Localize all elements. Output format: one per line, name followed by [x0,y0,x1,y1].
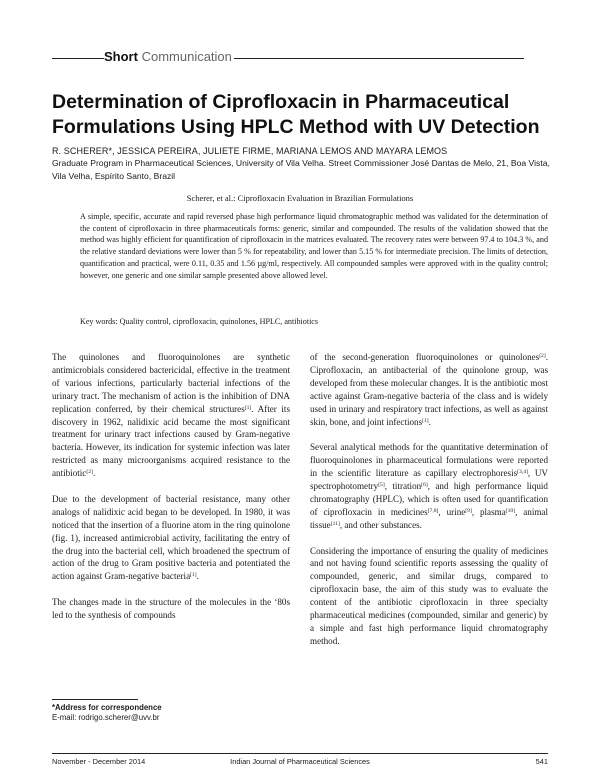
footer-rule [52,753,548,754]
affiliation: Graduate Program in Pharmaceutical Sciences, University of Vila Velha. Street Commissioner José Dantas de Melo, 21, Boa Vista, Vila Velha, Espírito Santo, Brazil [52,158,550,181]
correspondence-label: *Address for correspondence [52,703,162,712]
citation: [9] [465,507,472,514]
body-column-right [310,351,548,661]
footer-page-number: 541 [535,757,548,766]
footnote-rule [52,699,138,700]
header-rule-right [234,58,524,59]
section-label [104,49,232,64]
paragraph: of the second-generation fluoroquinolones or quinolones[2]. Ciprofloxacin, an antibacterial of the quinolone group, was developed from these molecular changes. It is the antibiotic most active against Gram-negative bacteria of the class and is widely used in urinary and respiratory tract infections, as well as against skin, bone, and joint infections[1]. [310,352,548,427]
citation: [11] [330,520,340,527]
section-label-short: Short [104,49,138,64]
citation: [1] [422,417,429,424]
paragraph: Considering the importance of ensuring the quality of medicines and not having found scientific reports assessing the quality of compounded, generic, and similar drugs, compared to ciprofloxacin base, the aim of this study was to evaluate the content of the antibiotic ciprofloxacin in three specialty pharmaceutical medicines (compounded, similar and generic) by a simple and fast high performance liquid chromatography method. [310,545,548,646]
header-rule-left [52,58,104,59]
abstract: A simple, specific, accurate and rapid reversed phase high performance liquid chromatographic method was validated for the determination of the content of ciprofloxacin in three pharmaceuticals forms: generic, similar and compounded. The results of the validation showed that the method was highly efficient for quantification of ciprofloxacin in the matrices evaluated. The recovery rates were between 97.4 to 104.3 %, and the relative standard deviations were lower than 5 % for repeatability, and lower than 5.15 % for intermediate precision. The limits of detection, quantification and practical, were 0.11, 0.35 and 1.56 µg/ml, respectively. All compounded samples were approved with in the quality control; however, one generic and one similar sample presented above allowed level. [80,212,548,280]
keywords: Key words: Quality control, ciprofloxacin, quinolones, HPLC, antibiotics [80,317,319,326]
author-list: R. SCHERER*, JESSICA PEREIRA, JULIETE FIRME, MARIANA LEMOS AND MAYARA LEMOS [52,146,448,156]
article-title: Determination of Ciprofloxacin in Pharmaceutical Formulations Using HPLC Method with UV Detection [52,91,540,138]
citation: [6] [421,482,428,489]
citation: [2] [539,353,546,359]
running-head-author: Scherer, et al.: [186,193,236,203]
paragraph: The changes made in the structure of the molecules in the ‘80s led to the synthesis of compounds [52,597,290,621]
citation: [1] [190,572,197,579]
running-head [52,193,548,203]
citation: [1] [244,404,252,411]
paragraph: Several analytical methods for the quantitative determination of fluoroquinolones in pharmaceutical formulations were reported in the scientific literature as capillary electrophoresis[3,4], UV spectrophotometry[5], titration[6], and high performance liquid chromatography (HPLC), which is often used for quantification of ciprofloxacin in medicines[7,8], urine[9], plasma[10], animal tissue[11], and other substances. [310,442,548,530]
citation: [10] [505,507,516,514]
citation: [3,4] [517,469,528,476]
section-label-communication: Communication [141,49,232,64]
paragraph: The quinolones and fluoroquinolones are synthetic antimicrobials considered bactericidal, effective in the treatment of various infections, particularly bacterial infections of the urinary tract. The mechanism of action is the inhibition of DNA replication conferred, by their chemical structures[1]. After its discovery in 1962, nalidixic acid became the most significant treatment for urinary tract infections caused by Gram-negative bacteria. However, its indication for systemic infection was later restricted as many microorganisms acquired resistance to the antibiotic[2]. [52,352,290,479]
citation: [2] [86,469,93,476]
paragraph: Due to the development of bacterial resistance, many other analogs of nalidixic acid began to be developed. In 1980, it was noticed that the insertion of a fluorine atom in the ring quinolone (fig. 1), increased antimicrobial activity, facilitating the entry of the drug into the bacterial cell, which broadened the spectrum of action of the drug to Gram positive bacteria and potentiated the action against Gram-negative bacteria[1]. [52,493,290,582]
footer-issue-date: November - December 2014 [52,757,146,766]
running-head-text: Ciprofloxacin Evaluation in Brazilian Formulations [237,193,414,203]
correspondence-email: E-mail: rodrigo.scherer@uvv.br [52,713,160,722]
citation: [5] [378,482,385,489]
citation: [7,8] [427,507,439,514]
body-column-left [52,351,290,635]
footer-journal-name: Indian Journal of Pharmaceutical Sciences [230,757,370,766]
